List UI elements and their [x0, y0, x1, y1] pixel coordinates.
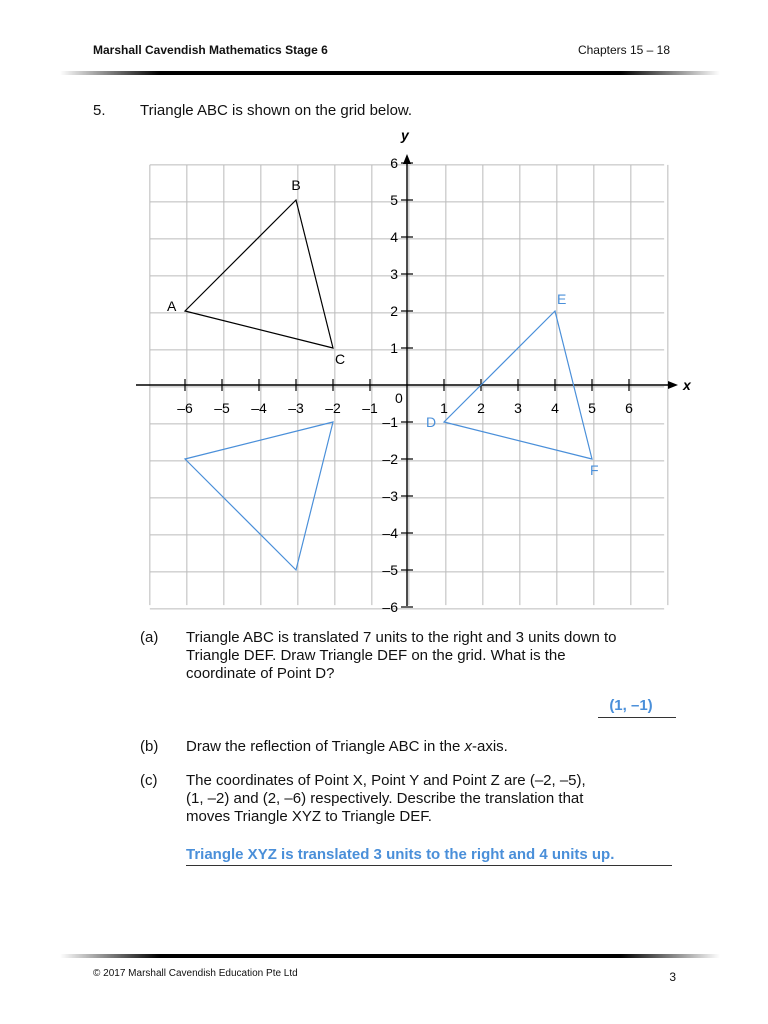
x-tick-label: –2 — [325, 400, 341, 416]
header-title: Marshall Cavendish Mathematics Stage 6 — [93, 43, 328, 57]
part-b-text-italic: x — [464, 738, 472, 755]
part-c-label: (c) — [140, 772, 158, 789]
part-a-label: (a) — [140, 629, 159, 646]
part-c-line-1: The coordinates of Point X, Point Y and Point Z are (–2, –5), — [186, 772, 586, 789]
x-tick-label: 1 — [440, 400, 448, 416]
part-c-answer: Triangle XYZ is translated 3 units to the right and 4 units up. — [186, 846, 615, 863]
part-c-line-3: moves Triangle XYZ to Triangle DEF. — [186, 808, 432, 825]
part-b-text-end: -axis. — [471, 738, 508, 755]
part-c-line-2: (1, –2) and (2, –6) respectively. Describe the translation that — [186, 790, 584, 807]
vertex-label-f: F — [590, 462, 599, 478]
y-tick-label: –2 — [382, 451, 398, 467]
part-c-text — [186, 772, 686, 826]
y-tick-label: 5 — [390, 192, 398, 208]
x-tick-label: 3 — [514, 400, 522, 416]
x-tick-label: –4 — [251, 400, 267, 416]
x-tick-label: 4 — [551, 400, 559, 416]
y-tick-label: –1 — [382, 414, 398, 430]
y-tick-label: 4 — [390, 229, 398, 245]
x-tick-label: 2 — [477, 400, 485, 416]
footer-copyright: © 2017 Marshall Cavendish Education Pte Ltd — [93, 968, 298, 979]
x-axis-label: x — [683, 377, 691, 393]
x-axis-arrow — [668, 381, 678, 389]
y-axis-label: y — [401, 127, 409, 143]
footer-page-number: 3 — [669, 970, 676, 984]
origin-label: 0 — [395, 390, 403, 406]
x-tick-label: –1 — [362, 400, 378, 416]
part-a-answer: (1, –1) — [609, 697, 653, 714]
part-c-answer-line — [186, 865, 672, 866]
vertex-label-b: B — [291, 177, 301, 193]
y-tick-label: –5 — [382, 562, 398, 578]
part-a-text — [186, 629, 686, 683]
footer-rule — [60, 954, 720, 958]
y-tick-label: –3 — [382, 488, 398, 504]
y-tick-label: –6 — [382, 599, 398, 615]
y-tick-label: 2 — [390, 303, 398, 319]
x-tick-label: –5 — [214, 400, 230, 416]
y-tick-label: –4 — [382, 525, 398, 541]
question-number: 5. — [93, 102, 106, 119]
vertex-label-e: E — [557, 291, 567, 307]
question-text: Triangle ABC is shown on the grid below. — [140, 102, 413, 119]
y-tick-label: 3 — [390, 266, 398, 282]
header-chapters: Chapters 15 – 18 — [577, 43, 670, 57]
x-tick-label: –3 — [288, 400, 304, 416]
triangle-abc — [185, 200, 333, 348]
y-tick-label: 6 — [390, 155, 398, 171]
part-b-text — [186, 738, 686, 756]
y-tick-label: 1 — [390, 340, 398, 356]
part-a-line-1: Triangle ABC is translated 7 units to the right and 3 units down to — [186, 629, 617, 646]
triangle-reflection — [185, 422, 333, 570]
vertex-label-c: C — [335, 351, 346, 367]
part-a-line-2: Triangle DEF. Draw Triangle DEF on the grid. What is the — [186, 647, 566, 664]
x-tick-label: –6 — [177, 400, 193, 416]
part-a-line-3: coordinate of Point D? — [186, 665, 335, 682]
x-tick-label: 6 — [625, 400, 633, 416]
part-b-label: (b) — [140, 738, 159, 755]
vertex-label-a: A — [167, 298, 177, 314]
part-b-text-start: Draw the reflection of Triangle ABC in the — [186, 738, 465, 755]
vertex-label-d: D — [426, 414, 437, 430]
x-tick-label: 5 — [588, 400, 596, 416]
part-a-answer-line — [598, 717, 676, 718]
